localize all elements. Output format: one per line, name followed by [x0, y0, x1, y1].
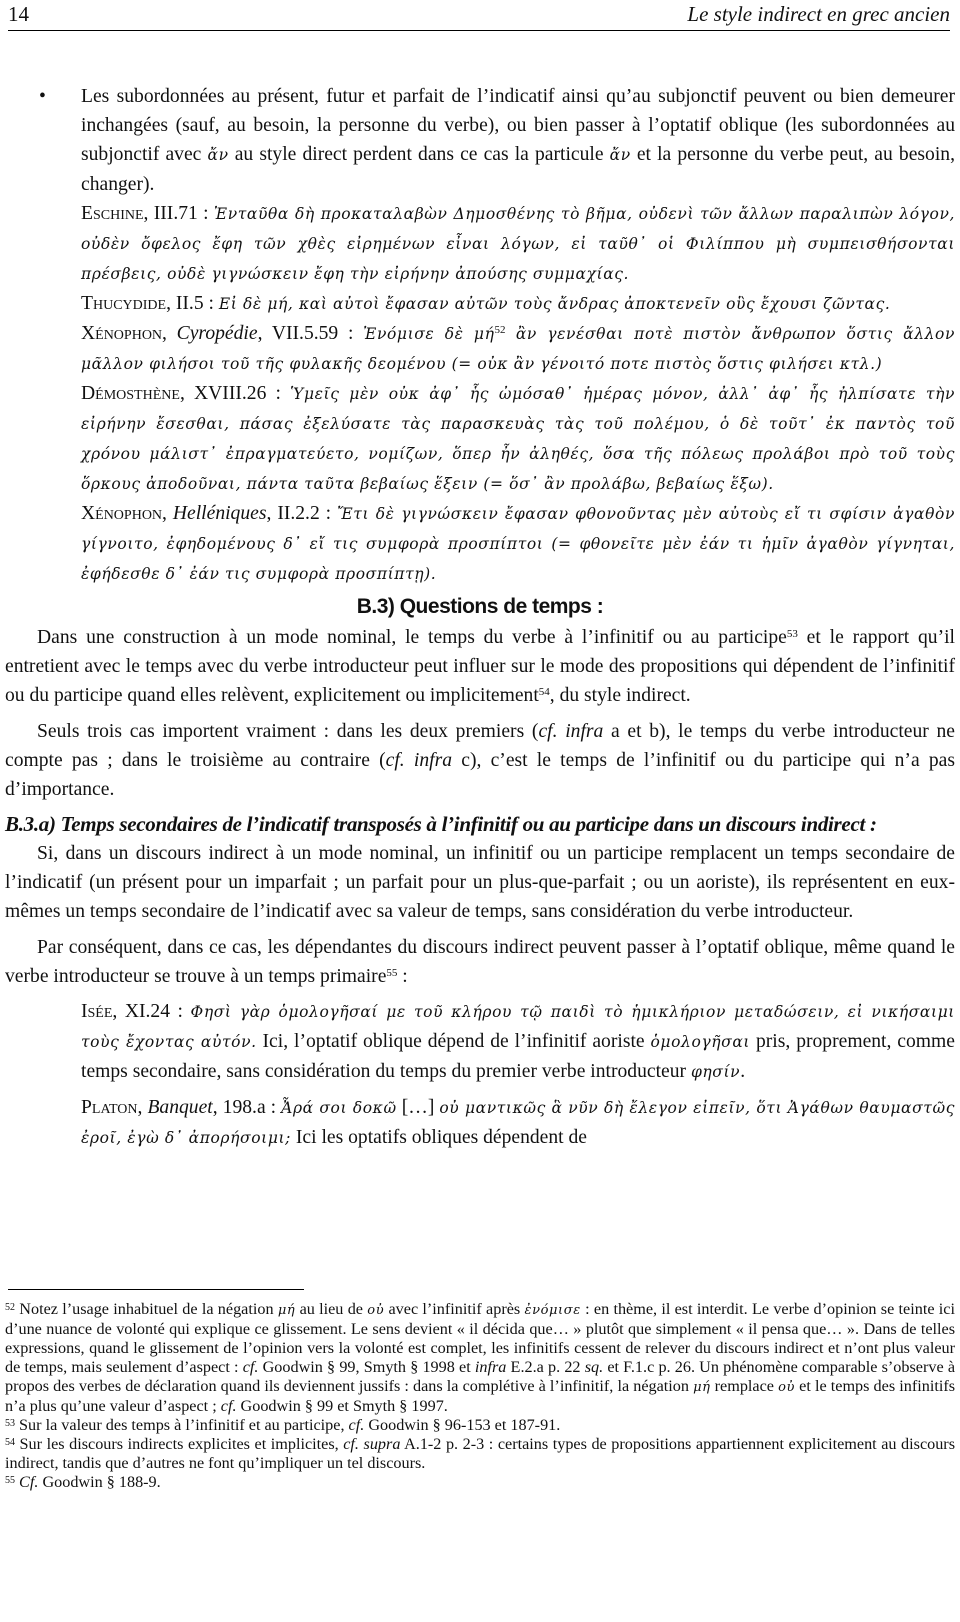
example-isee: Isée, XI.24 : Φησὶ γὰρ ὁμολογῆσαί με τοῦ κλήρου τῷ παιδὶ τὸ ἡμικλήριον μεταδώσειν, εἰ νικήσαιμι τοὺς ἔχοντας αὐτόν. Ici, l’optatif oblique dépend de l’infinitif aoriste ὁμολογῆσαι pris, proprement, comme temps secondaire, sans considération du temps du premier verbe introducteur φησίν. [81, 1001, 955, 1082]
page-number: 14 [8, 2, 29, 26]
work-title: Helléniques [172, 503, 267, 524]
paragraph-1: Dans une construction à un mode nominal, le temps du verbe à l’infinitif ou au participe$^{53}$ et le rapport qu’il entretient avec le temps avec du verbe introducteur peut influer sur le mode des propositions qui dépendent de l’infinitif ou du participe quand elles relèvent, explicitement ou implicitement$^{54}$, du style indirect. [5, 627, 955, 706]
author-name: Thucydide [81, 293, 167, 314]
footnote-54: $^{54}$ Sur les discours indirects explicites et implicites, cf. supra A.1-2 p. 2-3 : certains types de propositions appartiennent explicitement au discours indirect, tandis que d’autres ne font qu’impliquer un tel discours. [5, 1435, 956, 1472]
author-name: Démosthène [81, 383, 180, 404]
greek-quote: Ἆρά σοι δοκῶ [281, 1099, 397, 1117]
example-xenophon-cyropedie: Xénophon, Cyropédie, VII.5.59 : Ἐνόμισε δὲ $\mu ή^{52}$ ἂν γενέσθαι ποτὲ πιστὸν ἄνθρωπον ὅστις ἄλλον μᾶλλον φιλήσοι τοῦ τῆς φυλακῆς δεομένου (= οὐκ ἂν γένοιτό ποτε πιστὸς ὅστις φιλήσει κτλ.) [81, 323, 955, 373]
footnote-52: $^{52}$ Notez l’usage inhabituel de la négation μή au lieu de οὐ avec l’infinitif après ἐνόμισε : en thème, il est interdit. Le verbe d’opinion se teinte ici d’une nuance de volonté qui explique ce glissement. Le sens devient « il décida que… » plutôt que simplement « il pensa que… ». Dans de telles expressions, quand le glissement de l’opinion vers la volonté est complet, les infinitifs cessent de relever du discours indirect et n’ont plus valeur de temps, mais seulement d’aspect : cf. Goodwin § 99, Smyth § 1998 et infra E.2.a p. 22 sq. et F.1.c p. 26. Un phénomène comparable s’observe à propos des verbes de déclaration quand ils deviennent jussifs : dans la complétive à l’infinitif, la négation μή remplace οὐ et le temps des infinitifs n’a plus qu’une valeur d’aspect ; cf. Goodwin § 99 et Smyth § 1997. [5, 1300, 956, 1415]
example-xenophon-helleniques: Xénophon, Helléniques, II.2.2 : Ἔτι δὲ γιγνώσκειν ἔφασαν φθονοῦντας μὲν αὐτοὺς εἴ τι σφίσιν ἀγαθὸν γίγνοιτο, ἐφηδομένους δ᾽ εἴ τις συμφορὰ προσπίπτοι (= φθονεῖτε μὲν ἐάν τι ἡμῖν ἀγαθὸν γίγνηται, ἐφήδεσθε δ᾽ ἐάν τις συμφορὰ προσπίπτῃ). [81, 503, 955, 583]
footnote-55: $^{55}$ Cf. Goodwin § 188-9. [5, 1473, 161, 1491]
work-title: Banquet [147, 1097, 213, 1118]
greek-quote: Ὑμεῖς μὲν οὐκ ἀφ᾽ ἧς ὠμόσαθ᾽ ἡμέρας μόνον, ἀλλ᾽ ἀφ᾽ ἧς ἠλπίσατε τὴν εἰρήνην ἔσεσθαι, πάσας ἐξελύσατε τὰς παρασκευὰς τὰς τοῦ πολέμου, ὁ δὲ τοῦτ᾽ ἐκ παντὸς τοῦ χρόνου μάλιστ᾽ ἐπραγματεύετο, νομίζων, ὅπερ ἦν ἀληθές, ὅσα τῆς πόλεως προλάβοι πρὸ τοῦ τοὺς ὅρκους ἀποδοῦναι, πάντα ταῦτα βεβαίως ἕξειν (= ὅσ᾽ ἂν προλάβω, βεβαίως ἕξω). [81, 385, 955, 493]
author-name: Eschine [81, 203, 144, 224]
greek-quote: Εἰ δὲ μή, καὶ αὐτοὶ ἔφασαν αὐτῶν τοὺς ἄνδρας ἀποκτενεῖν οὓς ἔχουσι ζῶντας. [218, 295, 891, 313]
subsection-title: B.3.a) Temps secondaires de l’indicatif transposés à l’infinitif ou au participe dans un discours indirect : [5, 812, 877, 836]
example-thucydide: Thucydide, II.5 : Εἰ δὲ μή, καὶ αὐτοὶ ἔφασαν αὐτῶν τοὺς ἄνδρας ἀποκτενεῖν οὓς ἔχουσι ζῶντας. [81, 293, 891, 314]
example-demosthene: Démosthène, XVIII.26 : Ὑμεῖς μὲν οὐκ ἀφ᾽ ἧς ὠμόσαθ᾽ ἡμέρας μόνον, ἀλλ᾽ ἀφ᾽ ἧς ἠλπίσατε τὴν εἰρήνην ἔσεσθαι, πάσας ἐξελύσατε τὰς παρασκευὰς τὰς τοῦ πολέμου, ὁ δὲ τοῦτ᾽ ἐκ παντὸς τοῦ χρόνου μάλιστ᾽ ἐπραγματεύετο, νομίζων, ὅπερ ἦν ἀληθές, ὅσα τῆς πόλεως προλάβοι πρὸ τοῦ τοὺς ὅρκους ἀποδοῦναι, πάντα ταῦτα βεβαίως ἕξειν (= ὅσ᾽ ἂν προλάβω, βεβαίως ἕξω). [81, 383, 955, 493]
footnote-ref-53[interactable]: 53 [786, 628, 798, 640]
author-name: Isée [81, 1001, 113, 1022]
paragraph-4: Par conséquent, dans ce cas, les dépendantes du discours indirect peuvent passer à l’optatif oblique, même quand le verbe introducteur se trouve à un temps primaire$^{55}$ : [5, 937, 955, 987]
footnote-53: $^{53}$ Sur la valeur des temps à l’infinitif et au participe, cf. Goodwin § 96-153 et 187-91. [5, 1416, 561, 1434]
paragraph-2: Seuls trois cas importent vraiment : dans les deux premiers (cf. infra a et b), le temps du verbe introducteur ne compte pas ; dans le troisième au contraire (cf. infra c), c’est le temps de l’infinitif ou du participe qui n’a pas d’importance. [5, 721, 956, 800]
example-platon: Platon, Banquet, 198.a : Ἆρά σοι δοκῶ […] οὐ μαντικῶς ἃ νῦν δὴ ἔλεγον εἰπεῖν, ὅτι Ἀγάθων θαυμαστῶς ἐροῖ, ἐγὼ δ᾽ ἀπορήσοιμι; Ici les optatifs obliques dépendent de [81, 1097, 955, 1148]
footnote-rule [8, 1289, 304, 1290]
page-header [8, 2, 950, 30]
footnote-ref-55[interactable]: 55 [386, 967, 398, 979]
work-title: Cyropédie [176, 323, 258, 344]
author-name: Xénophon [81, 503, 163, 524]
footnote-ref-52[interactable]: 52 [494, 324, 506, 336]
footnote-ref-54[interactable]: 54 [538, 686, 550, 698]
header-rule [8, 30, 950, 31]
footnotes [5, 1300, 955, 1492]
example-eschine: Eschine, III.71 : Ἐνταῦθα δὴ προκαταλαβὼν Δημοσθένης τὸ βῆμα, οὐδενὶ τῶν ἄλλων παραλιπὼν λόγον, οὐδὲν ὄφελος ἔφη τῶν χθὲς εἰρημένων εἶναι λόγων, εἰ ταῦθ᾽ οἱ Φιλίππου μὴ συμπεισθήσονται πρέσβεις, οὐδὲ γιγνώσκειν ἔφη τὴν εἰρήνην ἀπούσης συμμαχίας. [81, 203, 955, 283]
greek-quote: Ἐνταῦθα δὴ προκαταλαβὼν Δημοσθένης τὸ βῆμα, οὐδενὶ τῶν ἄλλων παραλιπὼν λόγον, οὐδὲν ὄφελος ἔφη τῶν χθὲς εἰρημένων εἶναι λόγων, εἰ ταῦθ᾽ οἱ Φιλίππου μὴ συμπεισθήσονται πρέσβεις, οὐδὲ γιγνώσκειν ἔφη τὴν εἰρήνην ἀπούσης συμμαχίας. [81, 205, 955, 283]
paragraph-3: Si, dans un discours indirect à un mode nominal, un infinitif ou un participe remplacent un temps secondaire de l’indicatif (un présent pour un imparfait ; un parfait pour un plus-que-parfait ; ou un aoriste), ils représentent en eux-mêmes un temps secondaire de l’indicatif avec sa valeur de temps, sans considération du verbe introducteur. [5, 843, 955, 922]
main-text [5, 82, 955, 1153]
bullet-paragraph: • Les subordonnées au présent, futur et parfait de l’indicatif ainsi qu’au subjonctif peuvent ou bien demeurer inchangées (sauf, au besoin, la personne du verbe), ou bien passer à l’optatif oblique (les subordonnées au subjonctif avec ἄν au style direct perdent dans ce cas la particule ἄν et la personne du verbe peut, au besoin, changer). [5, 82, 955, 199]
greek-quote: Ἐνόμισε δὲ μή [363, 325, 495, 343]
greek-quote: Φησὶ γὰρ ὁμολογῆσαί με τοῦ κλήρου τῷ παιδὶ τὸ ἡμικλήριον μεταδώσειν, εἰ νικήσαιμι τοὺς ἔχοντας αὐτόν. [81, 1003, 955, 1051]
bullet-icon: • [39, 86, 46, 107]
running-title: Le style indirect en grec ancien [687, 2, 950, 26]
author-name: Xénophon [81, 323, 163, 344]
author-name: Platon [81, 1097, 138, 1118]
section-title: B.3) Questions de temps : [356, 595, 604, 618]
greek-quote: Ἔτι δὲ γιγνώσκειν ἔφασαν φθονοῦντας μὲν αὐτοὺς εἴ τι σφίσιν ἀγαθὸν γίγνοιτο, ἐφηδομένους δ᾽ εἴ τις συμφορὰ προσπίπτοι (= φθονεῖτε μὲν ἐάν τι ἡμῖν ἀγαθὸν γίγνηται, ἐφήδεσθε δ᾽ ἐάν τις συμφορὰ προσπίπτῃ). [81, 505, 955, 583]
